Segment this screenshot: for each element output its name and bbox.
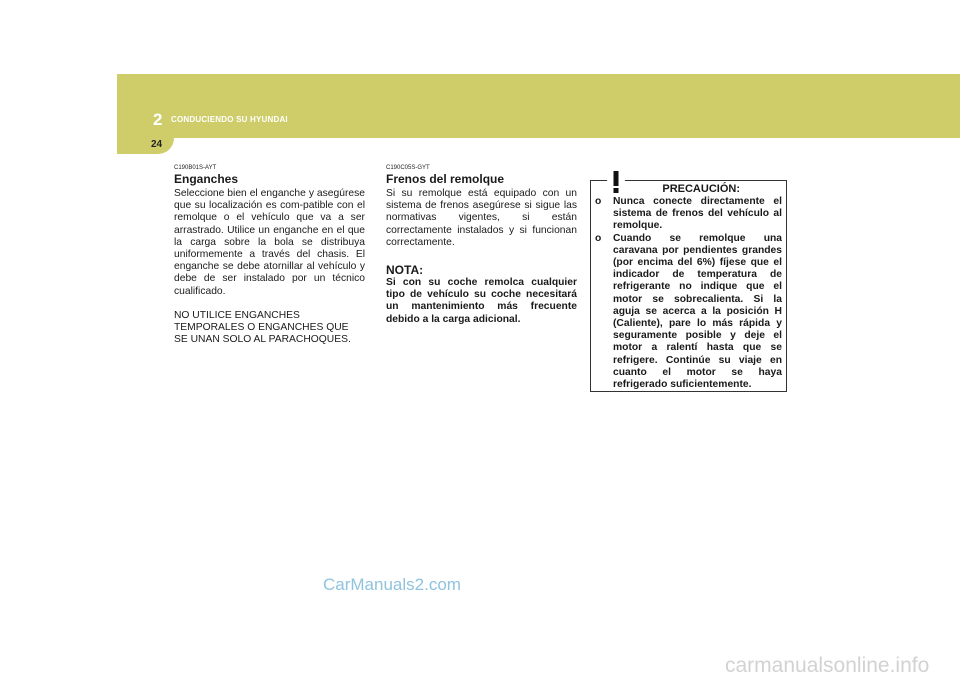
header-band-tab xyxy=(117,138,174,154)
page-number: 24 xyxy=(151,139,163,150)
section-title: Frenos del remolque xyxy=(386,172,505,186)
section-body: Si su remolque está equipado con un sistema de frenos asegúrese si sigue las normativas vigentes, si están correctamente instalados y si funcionan correctamente. xyxy=(386,188,577,248)
caution-list xyxy=(595,196,782,391)
header-band xyxy=(117,74,960,138)
section-body: Seleccione bien el enganche y asegúrese que su localización es com-patible con el remolque o el vehículo que va a ser arrastrado. Utilice un enganche en el que la carga sobre la bola se distribuya uniformemente a través del chasis. El enganche se debe atornillar al vehículo y debe de ser instalado por un técnico cualificado. xyxy=(174,188,365,297)
caution-box xyxy=(590,180,787,392)
section-enganches xyxy=(174,165,365,346)
bullet-marker: o xyxy=(595,232,602,244)
section-code: C190B01S-AYT xyxy=(174,165,217,171)
caution-item xyxy=(595,233,782,392)
watermark-text: CarManuals2.com xyxy=(323,575,461,594)
section-code: C190C05S-GYT xyxy=(386,165,430,171)
section-frenos xyxy=(386,165,577,326)
warning-triangle-icon xyxy=(599,165,633,195)
section-warning-text: NO UTILICE ENGANCHES TEMPORALES O ENGANCHES QUE SE UNAN SOLO AL PARACHOQUES. xyxy=(174,309,351,346)
note-title: NOTA: xyxy=(386,263,424,278)
note-body: Si con su coche remolca cualquier tipo de vehículo su coche necesitará un mantenimiento más frecuente debido a la carga adicional. xyxy=(386,277,577,325)
footer-logo: carmanualsonline.info xyxy=(725,654,930,677)
bullet-marker: o xyxy=(595,196,602,207)
section-title: Enganches xyxy=(174,172,239,186)
chapter-number: 2 xyxy=(153,110,163,129)
caution-item-text: Nunca conecte directamente el sistema de frenos del vehículo al remolque. xyxy=(613,196,782,232)
caution-item-text: Cuando se remolque una caravana por pendientes grandes (por encima del 6%) fíjese que el indicador de temperatura de refrigerante no indique que el motor se sobrecalienta. Si la aguja se acerca a la posición H (Caliente), pare lo más rápida y seguramente posible y deje el motor a ralentí hasta que se refrigere. Continúe su viaje en cuanto el motor se haya refrigerado suficientemente. xyxy=(613,232,782,391)
caution-item xyxy=(595,196,782,233)
caution-title: PRECAUCIÓN: xyxy=(662,183,740,195)
chapter-title: CONDUCIENDO SU HYUNDAI xyxy=(171,115,288,124)
